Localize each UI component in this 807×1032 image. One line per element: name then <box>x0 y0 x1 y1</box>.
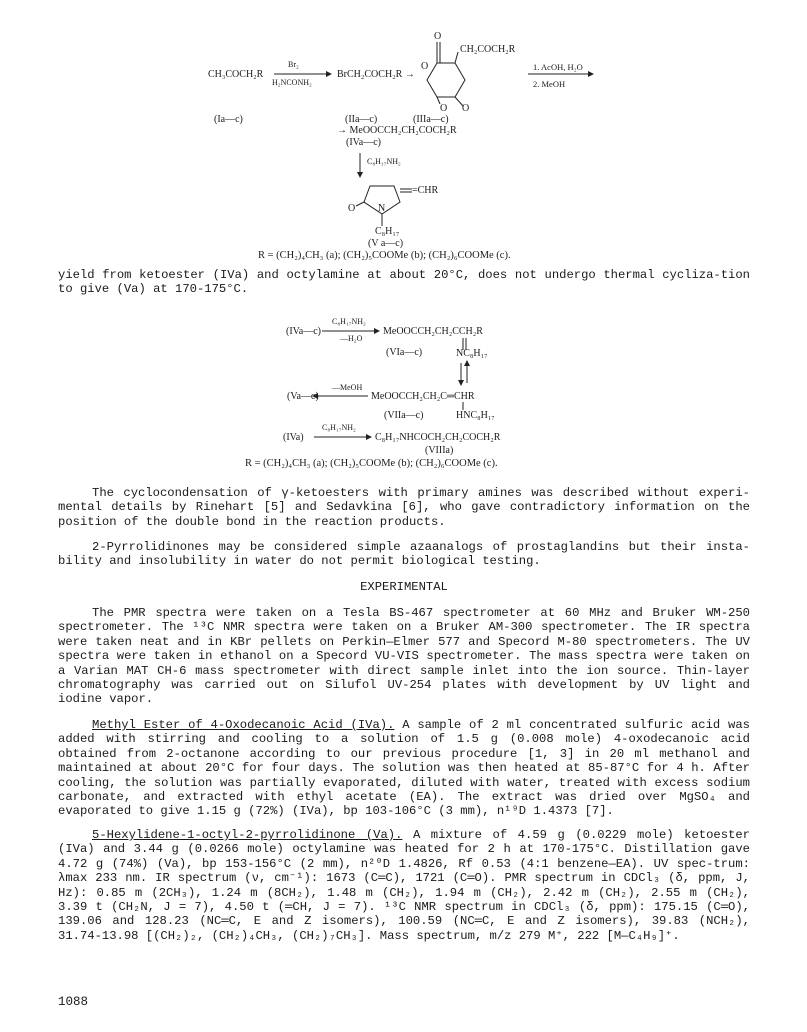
scheme-2-row1-start: (IVa—c) <box>286 326 321 337</box>
reactant-formula: CH₃COCH₂R <box>208 69 264 80</box>
scheme-2-row2-amine: HNC₈H₁₇ <box>456 410 495 421</box>
octylamine-reagent: C₈H₁₇NH₂ <box>367 157 401 166</box>
lactone-oxygen-top: O <box>434 31 442 42</box>
scheme-2-row2-reagent: —MeOH <box>332 383 363 392</box>
lactone-oxygen-bottom-1: O <box>440 103 448 114</box>
lactone-oxygen-bottom-2: O <box>462 103 470 114</box>
scheme-1-r-definition: R = (CH₂)₄CH₃ (a); (CH₂)₅COOMe (b); (CH₂)₆COOMe (c). <box>258 250 511 261</box>
scheme-2-row3-start: (IVa) <box>283 432 304 443</box>
scheme-2-graphics <box>0 0 807 450</box>
reagent-bromine: Br₂ <box>288 60 299 69</box>
scheme-2-row2-label: (VIIa—c) <box>384 410 424 421</box>
text-after-scheme-1: yield from ketoester (IVa) and octylamine at about 20°C, does not undergo thermal cycliza-tion to give (Va) at 170-175°C. <box>58 268 750 297</box>
vA-title: 5-Hexylidene-1-octyl-2-pyrrolidinone (Va). <box>92 828 403 842</box>
bromo-product-formula: BrCH₂COCH₂R → <box>337 69 415 80</box>
pyrrolidinone-nitrogen: N <box>378 203 386 214</box>
scheme-2-row2-end: (Va—c) <box>287 391 319 402</box>
section-heading-experimental: EXPERIMENTAL <box>360 580 448 594</box>
ivA-text: A sample of 2 ml concentrated sulfuric acid was added with stirring and cooling to a solution of 1.5 g (0.008 mole) 4-oxodecanoic acid obtained from 2-octanone according to our previous procedure [1, 3] in 20 ml methanol and maintained at about 20°C for four days. The solution was then heated at 85-87°C for 4 h. After cooling, the solution was partially evaporated, diluted with water, treated with excess sodium carbonate, and extracted with ethyl acetate (EA). The extract was dried over MgSO₄ and evaporated to give 1.15 g (72%) (IVa), bp 103-106°C (3 mm), n¹⁹D 1.4373 [7]. <box>58 718 750 819</box>
ketoester-label: (IVa—c) <box>346 137 381 148</box>
scheme-2-row3-product: C₈H₁₇NHCOCH₂CH₂COCH₂R <box>375 432 501 443</box>
scheme-2-row3-label: (VIIIa) <box>425 445 454 456</box>
paragraph-cyclocondensation: The cyclocondensation of γ-ketoesters with primary amines was described without experi-mental details by Rinehart [5] and Sedavkina [6], who gave contradictory information on the position of the double bond in the reaction products. <box>58 486 750 529</box>
scheme-2-row1-reagent-top: C₈H₁₇NH₂ <box>332 317 366 326</box>
scheme-2-row2-product: MeOOCCH₂CH₂C═CHR <box>371 391 475 402</box>
paragraph-ivA-synthesis <box>58 718 750 819</box>
bromo-product-label: (IIa—c) <box>345 114 378 125</box>
paragraph-instrumentation: The PMR spectra were taken on a Tesla BS-467 spectrometer at 60 MHz and Bruker WM-250 spectrometer. The ¹³C NMR spectra were taken on a Bruker AM-300 spectrometer. The IR spectra were taken neat and in KBr pellets on Perkin—Elmer 577 and Specord M-80 spectrometers. The UV spectra were taken in ethanol on a Specord VU-VIS spectrometer. The mass spectra were taken on a Varian MAT CH-6 mass spectrometer with direct sample inlet into the ion source. Thin-layer chromatography was carried out on Silufol UV-254 plates with development by UV light and iodine vapor. <box>58 606 750 707</box>
pyrrolidinone-label: (V a—c) <box>368 238 404 249</box>
reactant-label: (Ia—c) <box>214 114 243 125</box>
lactone-label: (IIIa—c) <box>413 114 449 125</box>
vA-text: A mixture of 4.59 g (0.0229 mole) ketoester (IVa) and 3.44 g (0.0266 mole) octylamine was heated for 2 h at 170-175°C. Distillation gave 4.72 g (74%) (Va), bp 153-156°C (2 mm), n²⁰D 1.4826, Rf 0.53 (4:1 benzene—EA). UV spec-trum: λmax 233 nm. IR spectrum (ν, cm⁻¹): 1673 (C═C), 1721 (C═O). PMR spectrum in CDCl₃ (δ, ppm, J, Hz): 0.85 m (2CH₃), 1.24 m (8CH₂), 1.48 m (CH₂), 1.94 m (CH₂), 2.42 m (CH₂), 2.55 m (CH₂), 3.39 t (CH₂N, J = 7), 4.50 t (═CH, J = 7). ¹³C NMR spectrum in CDCl₃ (δ, ppm): 175.15 (C═O), 139.06 and 128.23 (NC═C, E and Z isomers), 100.59 (NC═C, E and Z isomers), 39.83 (NCH₂), 31.74-13.98 [(CH₂)₂, (CH₂)₄CH₃, (CH₂)₇CH₃]. Mass spectrum, m/z 279 M⁺, 222 [M—C₄H₉]⁺. <box>58 828 750 943</box>
scheme-2-r-definition: R = (CH₂)₄CH₃ (a); (CH₂)₅COOMe (b); (CH₂)₆COOMe (c). <box>245 458 498 469</box>
scheme-2-row1-imine: NC₈H₁₇ <box>456 348 488 359</box>
ivA-title: Methyl Ester of 4-Oxodecanoic Acid (IVa). <box>92 718 395 732</box>
pyrrolidinone-octyl: C₈H₁₇ <box>375 226 400 237</box>
page-number: 1088 <box>58 995 89 1009</box>
scheme-2-row1-product: MeOOCCH₂CH₂CCH₂R <box>383 326 483 337</box>
scheme-2-row1-label: (VIa—c) <box>386 347 423 358</box>
pyrrolidinone-oxygen: O <box>348 203 356 214</box>
ketoester-formula: → MeOOCCH₂CH₂COCH₂R <box>337 125 457 136</box>
reagent-urea: H₂NCONH₂ <box>272 78 312 87</box>
pyrrolidinone-chr: =CHR <box>412 185 439 196</box>
lactone-oxygen-ring: O <box>421 61 429 72</box>
scheme-2-row1-reagent-bottom: —H₂O <box>340 334 363 343</box>
lactone-substituent: CH₂COCH₂R <box>460 44 516 55</box>
step-acetic-acid: 1. AcOH, H₂O <box>533 62 583 72</box>
paragraph-pyrrolidinones: 2-Pyrrolidinones may be considered simple azaanalogs of prostaglandins but their insta-bility and insolubility in water do not permit biological testing. <box>58 540 750 569</box>
step-methanol: 2. MeOH <box>533 79 566 89</box>
paragraph-vA-synthesis <box>58 828 750 943</box>
scheme-2-row3-reagent: C₈H₁₇NH₂ <box>322 423 356 432</box>
